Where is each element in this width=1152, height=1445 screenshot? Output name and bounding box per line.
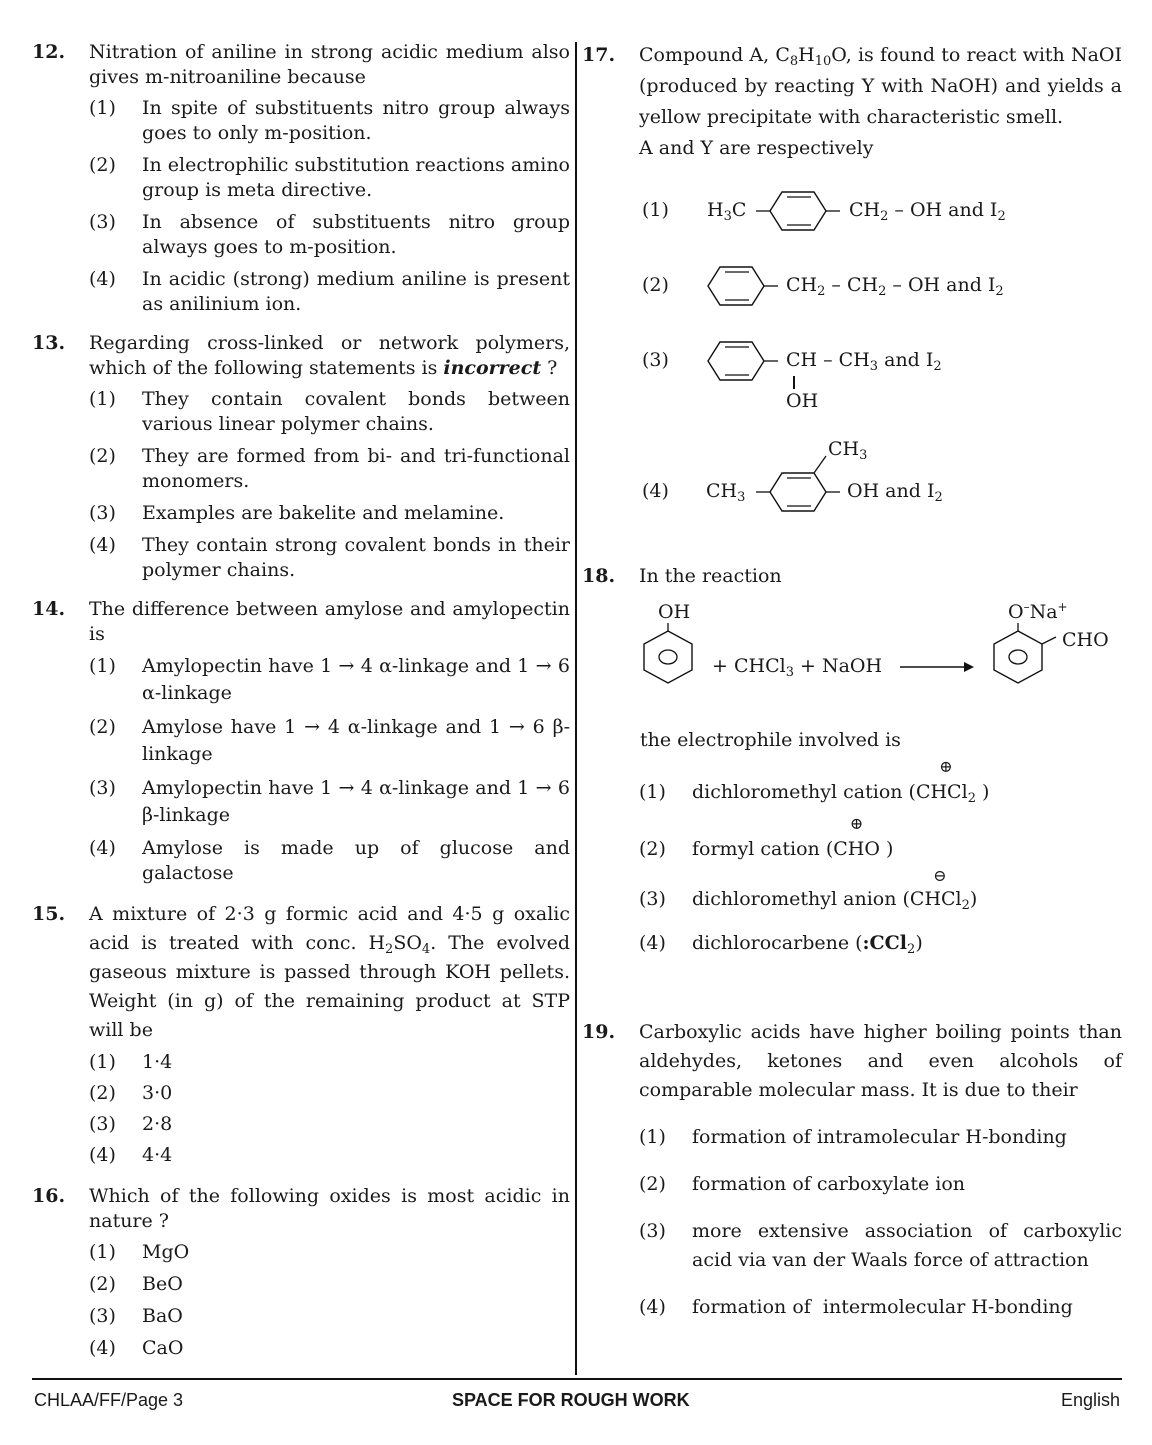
- option-number: (3): [89, 1113, 116, 1135]
- question-stem: Nitration of aniline in strong acidic medium also gives m-nitroaniline because: [89, 41, 570, 88]
- option[interactable]: (1) dichloromethyl cation ( ⊕ CHCl$_2$ ): [639, 757, 990, 806]
- product-side-group: CHO: [1062, 629, 1109, 651]
- option-number: (1): [639, 781, 666, 803]
- benzene-ring-icon: [706, 339, 796, 383]
- option-number: (1): [89, 388, 116, 410]
- question-stem: In the reaction: [639, 565, 782, 587]
- question-number: 16.: [32, 1185, 66, 1207]
- substituent-left: $H_3C$: [707, 199, 747, 224]
- option-number: (2): [639, 838, 666, 860]
- option[interactable]: [89, 653, 570, 707]
- option-number: (3): [642, 349, 669, 371]
- option-number: (4): [89, 268, 116, 290]
- option-number: (2): [89, 1082, 116, 1104]
- option[interactable]: [640, 189, 1120, 233]
- option-text: CaO: [142, 1337, 184, 1359]
- question-number: 19.: [582, 1021, 616, 1043]
- option[interactable]: (2) formyl cation ( ⊕ CHO ): [639, 814, 894, 860]
- question-stem: Compound A, $C_8H_{10}O$, is found to react with NaOI (produced by reacting Y with NaOH) and yields a yellow precipitate with characteristic smell.: [639, 44, 1122, 128]
- option-text: formation of carboxylate ion: [692, 1173, 966, 1195]
- charge-icon: ⊕: [849, 814, 864, 833]
- option-text: more extensive association of carboxylic acid via van der Waals force of attraction: [692, 1220, 1122, 1271]
- question-number: 12.: [32, 41, 66, 63]
- left-column: [32, 40, 570, 1375]
- option[interactable]: [89, 1304, 570, 1329]
- option[interactable]: [89, 1110, 570, 1139]
- option-number: (1): [642, 199, 669, 221]
- option-text: Amylose is made up of glucose and galactose: [142, 837, 570, 884]
- column-divider: [575, 42, 577, 1375]
- option-text: dichloromethyl anion (: [692, 888, 910, 910]
- option[interactable]: [89, 387, 570, 437]
- question-14: [32, 597, 570, 886]
- option-number: (3): [89, 502, 116, 524]
- option[interactable]: [89, 533, 570, 583]
- option-number: (2): [639, 1173, 666, 1195]
- option[interactable]: [89, 1240, 570, 1265]
- question-13: [32, 331, 570, 583]
- question-number: 13.: [32, 332, 66, 354]
- reaction-arrow-icon: [900, 659, 976, 675]
- option-text: BeO: [142, 1273, 183, 1295]
- benzene-ring-icon: [756, 189, 852, 233]
- option[interactable]: [89, 210, 570, 260]
- question-17: [582, 40, 1122, 164]
- question-number: 17.: [582, 44, 616, 66]
- option-text: Amylose have 1 → 4 α-linkage and 1 → 6 β-linkage: [142, 716, 570, 765]
- option-text: formation of intramolecular H-bonding: [692, 1126, 1067, 1148]
- option-text: 2·8: [142, 1113, 173, 1135]
- option[interactable]: [89, 267, 570, 317]
- substituent-below: OH: [786, 390, 819, 412]
- option-text: formyl cation (: [692, 838, 834, 860]
- option-number: (4): [89, 837, 116, 859]
- option[interactable]: [639, 1170, 1122, 1199]
- question-stem: Carboxylic acids have higher boiling points than aldehydes, ketones and even alcohols of comparable molecular mass. It is due to their: [639, 1021, 1122, 1101]
- question-stem: A mixture of 2·3 g formic acid and 4·5 g oxalic acid is treated with conc. $H_2SO_4$. The evolved gaseous mixture is passed through KOH pellets. Weight (in g) of the remaining product at STP will be: [89, 903, 570, 1041]
- option-text: They contain covalent bonds between various linear polymer chains.: [142, 388, 570, 435]
- option-text: dichloromethyl cation (: [692, 781, 916, 803]
- benzene-ring-icon: [706, 264, 796, 308]
- option[interactable]: [89, 714, 570, 768]
- question-substem: A and Y are respectively: [639, 137, 874, 159]
- option-text: dichlorocarbene (: [692, 932, 863, 954]
- option[interactable]: [89, 1141, 570, 1170]
- substituent-right: OH and $I_2$: [847, 480, 943, 505]
- option-number: (2): [89, 154, 116, 176]
- substituent-top: $CH_3$: [828, 438, 868, 463]
- option[interactable]: (4) dichlorocarbene (:CCl$_2$): [639, 932, 923, 957]
- reactant-substituent: OH: [658, 601, 691, 623]
- option-text: BaO: [142, 1305, 183, 1327]
- option-number: (3): [639, 888, 666, 910]
- footer-rough-work: SPACE FOR ROUGH WORK: [452, 1390, 690, 1410]
- option-number: (1): [89, 1051, 116, 1073]
- charge-icon: ⊕: [939, 757, 953, 776]
- substituent-right: CH – $CH_3$ and $I_2$: [786, 349, 942, 374]
- option[interactable]: [89, 501, 570, 526]
- question-16: [32, 1184, 570, 1361]
- option-number: (1): [89, 97, 116, 119]
- reaction-scheme: [582, 589, 1122, 714]
- option[interactable]: [89, 836, 570, 886]
- option[interactable]: [89, 1048, 570, 1077]
- option-text: They are formed from bi- and tri-functional monomers.: [142, 445, 570, 492]
- question-number: 14.: [32, 598, 66, 620]
- charge-icon: ⊖: [933, 866, 947, 885]
- option-text: Examples are bakelite and melamine.: [142, 502, 505, 524]
- benzene-ring-icon: [756, 444, 856, 534]
- option-text: They contain strong covalent bonds in their polymer chains.: [142, 534, 570, 581]
- emphasis-incorrect: incorrect: [443, 357, 542, 379]
- product-ring-icon: [990, 623, 1066, 685]
- q17-options: [582, 164, 1122, 544]
- phenol-ring-icon: [640, 623, 696, 685]
- option[interactable]: [89, 775, 570, 829]
- footer-rule: [32, 1378, 1122, 1380]
- option-text: formation of intermolecular H-bonding: [692, 1296, 1073, 1318]
- option[interactable]: [639, 1217, 1122, 1275]
- option-text: In electrophilic substitution reactions amino group is meta directive.: [142, 154, 570, 201]
- option[interactable]: [640, 264, 1120, 308]
- footer-page-id: CHLAA/FF/Page 3: [34, 1390, 184, 1410]
- option[interactable]: [89, 1336, 570, 1361]
- question-18: [582, 564, 1122, 589]
- option[interactable]: [89, 153, 570, 203]
- option[interactable]: [640, 438, 1120, 534]
- option-number: (4): [642, 480, 669, 502]
- footer-language: English: [1060, 1390, 1120, 1410]
- option-text: 4·4: [142, 1144, 173, 1166]
- option-number: (4): [89, 1337, 116, 1359]
- question-number: 15.: [32, 903, 66, 925]
- option-number: (2): [642, 274, 669, 296]
- option-number: (2): [89, 445, 116, 467]
- option-number: (2): [89, 1273, 116, 1295]
- option-text: In acidic (strong) medium aniline is present as anilinium ion.: [142, 268, 570, 315]
- option[interactable]: [639, 1123, 1122, 1152]
- option[interactable]: [89, 1079, 570, 1108]
- reagents: + CHCl$_3$ + NaOH: [712, 655, 883, 680]
- substituent-right: $CH_2$ – OH and $I_2$: [849, 199, 1006, 224]
- option[interactable]: [89, 1272, 570, 1297]
- option-text: 3·0: [142, 1082, 173, 1104]
- option[interactable]: [89, 444, 570, 494]
- option-text: MgO: [142, 1241, 190, 1263]
- option-number: (4): [639, 932, 666, 954]
- option[interactable]: (3) dichloromethyl anion ( ⊖ CHCl$_2$): [639, 866, 978, 913]
- question-substem: the electrophile involved is: [640, 729, 901, 751]
- option-text: Amylopectin have 1 → 4 α-linkage and 1 → 6 α-linkage: [142, 655, 570, 704]
- option-number: (3): [89, 211, 116, 233]
- question-stem: Which of the following oxides is most acidic in nature ?: [89, 1185, 570, 1232]
- option-number: (1): [89, 1241, 116, 1263]
- option[interactable]: [639, 1293, 1122, 1322]
- option[interactable]: [89, 96, 570, 146]
- substituent-left: $CH_3$: [706, 480, 746, 505]
- question-15: [32, 900, 570, 1170]
- option-text: 1·4: [142, 1051, 173, 1073]
- option-number: (4): [89, 1144, 116, 1166]
- option-number: (3): [639, 1220, 666, 1242]
- right-column: [582, 40, 1122, 1336]
- question-19: [582, 1018, 1122, 1322]
- option-number: (3): [89, 777, 116, 799]
- option-number: (4): [89, 534, 116, 556]
- substituent-right: $CH_2 - CH_2$ – OH and $I_2$: [786, 274, 1004, 299]
- q18-options: [582, 757, 1122, 964]
- option-number: (4): [639, 1296, 666, 1318]
- option-number: (1): [89, 655, 116, 677]
- question-number: 18.: [582, 565, 616, 587]
- option-text: Amylopectin have 1 → 4 α-linkage and 1 → 6 β-linkage: [142, 777, 570, 826]
- option[interactable]: [640, 339, 1120, 412]
- option-text: In spite of substituents nitro group always goes to only m-position.: [142, 97, 570, 144]
- option-number: (1): [639, 1126, 666, 1148]
- question-12: [32, 40, 570, 317]
- question-stem: Regarding cross-linked or network polymers, which of the following statements is incorrect ?: [89, 332, 570, 379]
- product-substituent: O–Na+: [1008, 600, 1068, 623]
- option-number: (2): [89, 716, 116, 738]
- option-number: (3): [89, 1305, 116, 1327]
- bond-line: [793, 376, 795, 389]
- option-text: In absence of substituents nitro group always goes to m-position.: [142, 211, 570, 258]
- question-stem: The difference between amylose and amylopectin is: [89, 598, 570, 645]
